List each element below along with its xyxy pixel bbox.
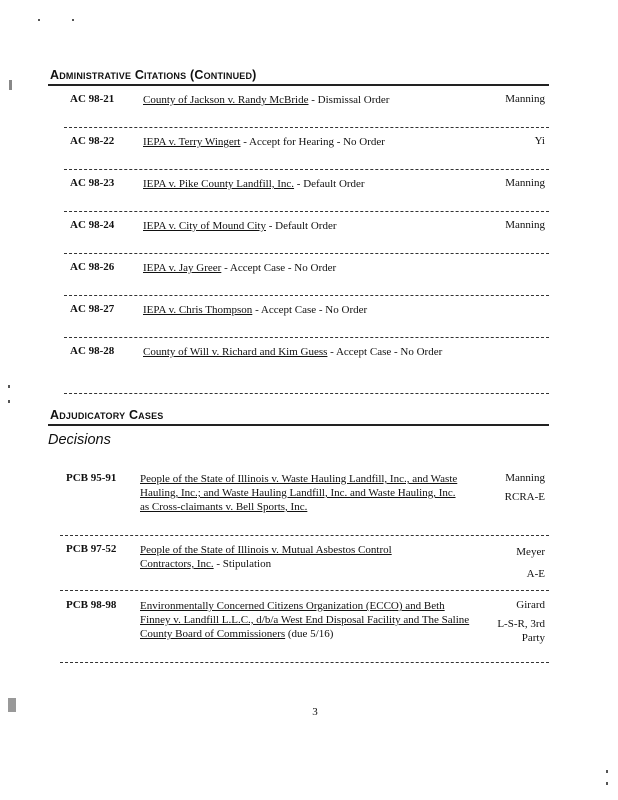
- case-number: AC 98-27: [70, 303, 115, 315]
- row-divider: [64, 337, 549, 338]
- case-number: AC 98-22: [70, 135, 115, 147]
- row-divider: [64, 127, 549, 128]
- case-number: AC 98-21: [70, 93, 115, 105]
- case-title: IEPA v. Jay Greer - Accept Case - No Order: [143, 262, 337, 274]
- scan-speck: [9, 80, 12, 90]
- scan-speck: [8, 400, 10, 403]
- case-title: IEPA v. Pike County Landfill, Inc. - Default Order: [143, 178, 365, 190]
- hearing-officer: Manning: [505, 93, 545, 105]
- case-title: IEPA v. Chris Thompson - Accept Case - No Order: [143, 304, 368, 316]
- case-title: County of Jackson v. Randy McBride - Dismissal Order: [143, 94, 390, 106]
- row-divider: [64, 295, 549, 296]
- case-number: AC 98-26: [70, 261, 115, 273]
- hearing-officer: Manning: [505, 219, 545, 231]
- case-number: AC 98-28: [70, 345, 115, 357]
- section-rule: [48, 84, 549, 86]
- row-divider: [60, 662, 549, 663]
- row-divider: [64, 169, 549, 170]
- scan-speck: [8, 385, 10, 388]
- case-number: PCB 97-52: [66, 543, 117, 555]
- scan-speck: [606, 770, 608, 773]
- case-title: IEPA v. City of Mound City - Default Order: [143, 220, 337, 232]
- page-number: 3: [312, 706, 318, 718]
- row-divider: [64, 211, 549, 212]
- case-title: People of the State of Illinois v. Waste Hauling Landfill, Inc., and Waste Hauling, Inc.; and Waste Hauling Landfill, Inc. and Waste Hauling, Inc. as Cross-claimants v. Bell Sports, Inc.: [140, 473, 458, 513]
- hearing-officer: Yi: [534, 135, 545, 147]
- scan-speck: [38, 19, 40, 21]
- case-title: County of Will v. Richard and Kim Guess - Accept Case - No Order: [143, 346, 443, 358]
- hearing-officer-and-type: Girard L-S-R, 3rd Party: [497, 599, 545, 644]
- hearing-officer: Manning: [505, 177, 545, 189]
- row-divider: [64, 253, 549, 254]
- case-title: People of the State of Illinois v. Mutual Asbestos Control Contractors, Inc. - Stipulation: [140, 544, 392, 570]
- scan-speck: [8, 698, 16, 712]
- row-divider: [64, 393, 549, 394]
- subheading-decisions: Decisions: [48, 432, 111, 448]
- section-heading-adjudicatory: Adjudicatory Cases: [50, 408, 164, 422]
- row-divider: [60, 535, 549, 536]
- case-number: PCB 95-91: [66, 472, 117, 484]
- row-divider: [60, 590, 549, 591]
- case-title: IEPA v. Terry Wingert - Accept for Hearing - No Order: [143, 136, 385, 148]
- section-rule: [48, 424, 549, 426]
- scan-speck: [72, 19, 74, 21]
- case-number: AC 98-23: [70, 177, 115, 189]
- case-title: Environmentally Concerned Citizens Organization (ECCO) and Beth Finney v. Landfill L.L.C., d/b/a West End Disposal Facility and The Saline County Board of Commissioners (due 5/16): [140, 600, 470, 640]
- case-number: PCB 98-98: [66, 599, 117, 611]
- hearing-officer-and-type: Meyer A-E: [516, 546, 545, 580]
- scan-speck: [606, 782, 608, 785]
- case-number: AC 98-24: [70, 219, 115, 231]
- section-heading-admin: Administrative Citations (Continued): [50, 68, 257, 82]
- hearing-officer-and-type: Manning RCRA-E: [504, 472, 545, 503]
